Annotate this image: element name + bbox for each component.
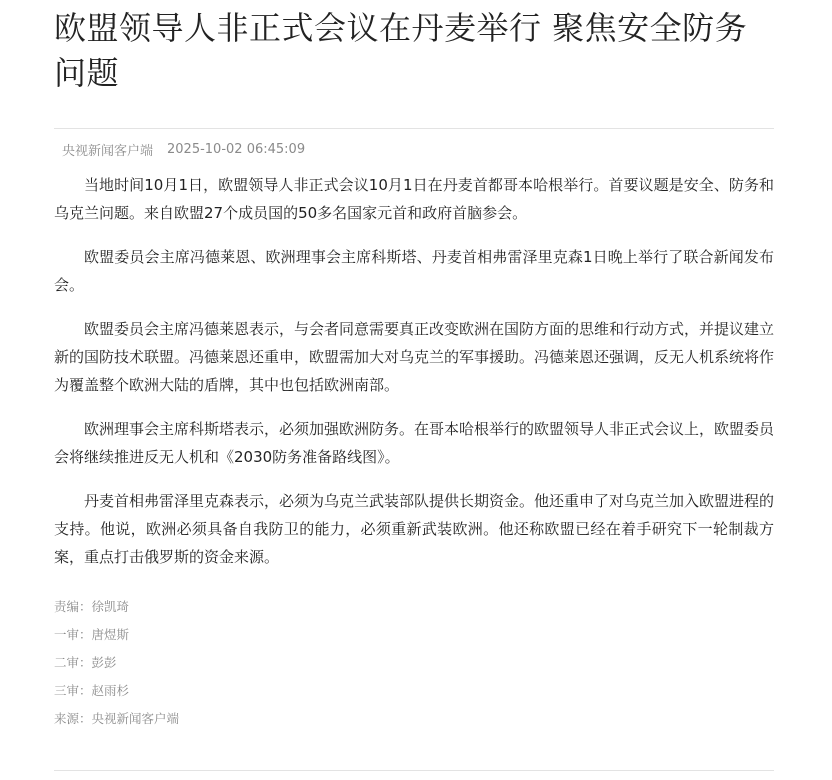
article — [54, 0, 774, 733]
article-datetime: 2025-10-02 06:45:09 — [167, 141, 306, 157]
credit-second-review: 二审：彭彭 — [54, 655, 117, 670]
article-paragraph: 欧盟委员会主席冯德莱恩表示，与会者同意需要真正改变欧洲在国防方面的思维和行动方式，并提议建立新的国防技术联盟。冯德莱恩还重申，欧盟需加大对乌克兰的军事援助。冯德莱恩还强调，反无人机系统将作为覆盖整个欧洲大陆的盾牌，其中也包括欧洲南部。 — [54, 320, 775, 394]
credit-first-review: 一审：唐煜斯 — [54, 627, 130, 642]
article-source[interactable]: 央视新闻客户端 — [62, 143, 154, 159]
article-title: 欧盟领导人非正式会议在丹麦举行 聚焦安全防务问题 — [54, 9, 748, 92]
article-paragraph: 丹麦首相弗雷泽里克森表示，必须为乌克兰武装部队提供长期资金。他还重申了对乌克兰加入欧盟进程的支持。他说，欧洲必须具备自我防卫的能力，必须重新武装欧洲。他还称欧盟已经在着手研究下一轮制裁方案，重点打击俄罗斯的资金来源。 — [54, 492, 775, 566]
credit-editor: 责编：徐凯琦 — [54, 599, 130, 614]
bottom-divider — [54, 770, 774, 771]
article-paragraph: 欧洲理事会主席科斯塔表示，必须加强欧洲防务。在哥本哈根举行的欧盟领导人非正式会议上，欧盟委员会将继续推进反无人机和《2030防务准备路线图》。 — [54, 420, 775, 466]
article-credits — [54, 593, 774, 733]
credit-source: 来源：央视新闻客户端 — [54, 711, 180, 726]
article-paragraph: 当地时间10月1日，欧盟领导人非正式会议10月1日在丹麦首都哥本哈根举行。首要议题是安全、防务和乌克兰问题。来自欧盟27个成员国的50多名国家元首和政府首脑参会。 — [54, 176, 774, 222]
article-paragraph: 欧盟委员会主席冯德莱恩、欧洲理事会主席科斯塔、丹麦首相弗雷泽里克森1日晚上举行了联合新闻发布会。 — [54, 248, 774, 294]
credit-third-review: 三审：赵雨杉 — [54, 683, 130, 698]
article-meta — [54, 128, 774, 169]
article-body — [54, 171, 774, 571]
